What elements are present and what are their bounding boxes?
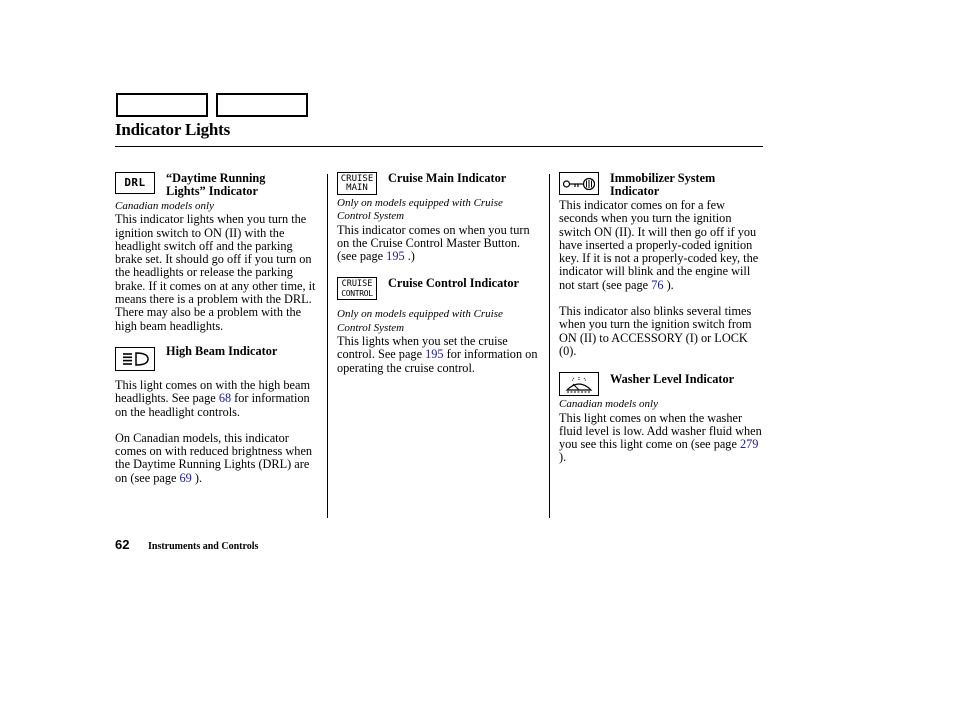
column-divider-2 bbox=[549, 174, 550, 518]
title-rule bbox=[115, 146, 763, 147]
immobilizer-body-2: This indicator also blinks several times when you turn the ignition switch from ON (II) to ACCESSORY (I) or LOCK (0). bbox=[559, 304, 752, 358]
page-link-195-b[interactable]: 195 bbox=[425, 347, 444, 362]
high-beam-body bbox=[115, 379, 320, 419]
high-beam-section-header bbox=[115, 343, 320, 379]
cruise-main-body-text-2: .) bbox=[404, 249, 415, 264]
immobilizer-heading-line-2: Indicator bbox=[610, 184, 660, 198]
cruise-main-heading: Cruise Main Indicator bbox=[388, 171, 507, 185]
cruise-control-body-text: This lights when you set the cruise control. See page bbox=[337, 334, 508, 362]
high-beam-body-text-2: for information on the headlight controls. bbox=[115, 391, 310, 419]
cruise-control-section-header bbox=[337, 277, 542, 302]
column-2 bbox=[337, 172, 542, 375]
cruise-main-body-text: This indicator comes on when you turn on the Cruise Control Master Button. (see page bbox=[337, 222, 530, 264]
washer-heading: Washer Level Indicator bbox=[610, 372, 735, 387]
page-title: Indicator Lights bbox=[115, 120, 231, 139]
washer-note: Canadian models only bbox=[559, 398, 658, 411]
immobilizer-body bbox=[559, 199, 764, 292]
immobilizer-body-text: This indicator comes on for a few seconds when you turn the ignition switch ON (II). It will then go off if you have inserted a properly-coded ignition key. If it is not a properly-coded key, the indicator will blink and the engine will not start (see page bbox=[559, 198, 759, 292]
high-beam-canadian-text: On Canadian models, this indicator comes on with reduced brightness when the Daytime Running Lights (DRL) are on (see page bbox=[115, 430, 313, 485]
drl-heading-line-1: “Daytime Running bbox=[166, 171, 266, 185]
cruise-control-note: Only on models equipped with Cruise Control System bbox=[337, 308, 503, 334]
cruise-main-icon-line-1: CRUISE bbox=[340, 173, 374, 184]
drl-note: Canadian models only bbox=[115, 200, 214, 212]
drl-section-header bbox=[115, 172, 320, 200]
washer-level-icon-svg bbox=[564, 375, 594, 393]
cruise-control-heading: Cruise Control Indicator bbox=[388, 276, 519, 291]
washer-section-header bbox=[559, 372, 764, 398]
cruise-control-body-text-2: for information on operating the cruise control. bbox=[337, 347, 538, 375]
cruise-control-body bbox=[337, 335, 542, 375]
section-name: Instruments and Controls bbox=[148, 541, 259, 552]
washer-body-text-2: ). bbox=[559, 450, 567, 465]
washer-level-icon bbox=[559, 372, 599, 396]
drl-icon-label: DRL bbox=[124, 176, 146, 190]
column-1 bbox=[115, 172, 320, 485]
cruise-main-icon bbox=[337, 172, 377, 195]
page-link-195[interactable]: 195 bbox=[386, 249, 405, 264]
page-number: 62 bbox=[115, 537, 130, 552]
immobilizer-heading bbox=[610, 172, 715, 198]
drl-heading bbox=[166, 172, 265, 198]
column-3 bbox=[559, 172, 764, 465]
drl-body: This indicator lights when you turn the ignition switch to ON (II) with the headlight switch off and the parking brake set. It should go off if you turn on the headlights or release the parking brake. If it comes on at any other time, it means there is a problem with the DRL. There may also be a problem with the high beam headlights. bbox=[115, 212, 316, 333]
cruise-control-icon-line-1: CRUISE bbox=[341, 278, 373, 289]
drl-heading-line-2: Lights” Indicator bbox=[166, 184, 258, 198]
immobilizer-heading-line-1: Immobilizer System bbox=[610, 171, 716, 185]
high-beam-icon-svg bbox=[120, 351, 150, 367]
washer-body-text: This light comes on when the washer fluid level is low. Add washer fluid when you see this light come on (see page bbox=[559, 410, 762, 452]
immobilizer-key-icon bbox=[559, 172, 599, 195]
header-tab-box-1 bbox=[116, 93, 208, 117]
page-link-68[interactable]: 68 bbox=[218, 391, 232, 406]
high-beam-canadian-body bbox=[115, 432, 320, 485]
high-beam-body-text: This light comes on with the high beam headlights. See page bbox=[115, 377, 311, 406]
cruise-control-icon bbox=[337, 277, 377, 300]
cruise-main-section-header bbox=[337, 172, 542, 197]
high-beam-heading: High Beam Indicator bbox=[166, 343, 278, 358]
page-link-69[interactable]: 69 bbox=[179, 470, 192, 485]
drl-indicator-icon bbox=[115, 172, 155, 194]
header-tab-box-2 bbox=[216, 93, 308, 117]
high-beam-icon bbox=[115, 347, 155, 371]
washer-body bbox=[559, 412, 764, 465]
column-divider-1 bbox=[327, 174, 328, 518]
high-beam-canadian-text-2: ). bbox=[191, 470, 203, 485]
immobilizer-key-icon-svg bbox=[562, 177, 596, 191]
cruise-main-note: Only on models equipped with Cruise Control System bbox=[337, 197, 503, 223]
cruise-control-icon-line-2: CONTROL bbox=[341, 288, 373, 298]
cruise-main-icon-line-2: MAIN bbox=[346, 182, 368, 193]
immobilizer-section-header bbox=[559, 172, 764, 199]
immobilizer-body-text-2: ). bbox=[663, 277, 674, 292]
page-link-76[interactable]: 76 bbox=[651, 277, 664, 292]
page-link-279[interactable]: 279 bbox=[740, 437, 759, 452]
cruise-main-body bbox=[337, 224, 542, 264]
